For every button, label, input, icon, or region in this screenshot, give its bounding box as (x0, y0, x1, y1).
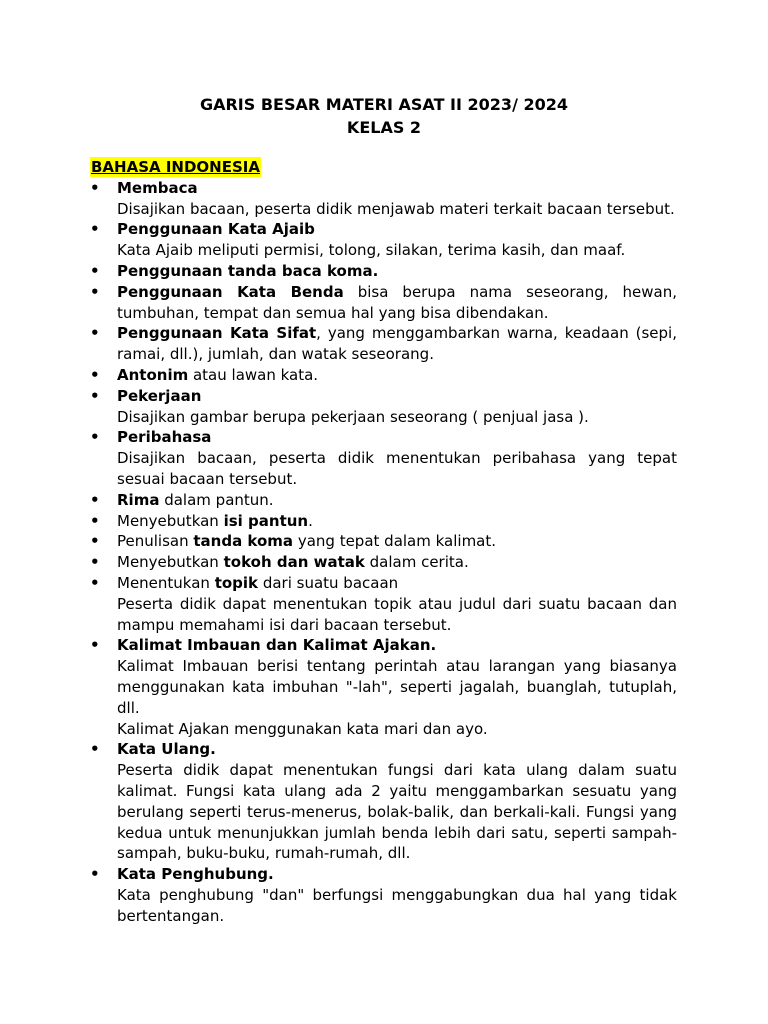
item-bold-term: Penggunaan Kata Sifat (117, 324, 317, 343)
item-bold-term: Penggunaan tanda baca koma. (117, 261, 379, 280)
bullet-icon: • (90, 386, 100, 405)
bullet-icon: • (90, 490, 100, 509)
item-heading (117, 220, 315, 238)
item-description: Kata penghubung "dan" berfungsi menggabungkan dua hal yang tidak bertentangan. (117, 885, 677, 925)
item-heading (117, 512, 313, 530)
list-item (90, 864, 677, 926)
item-bold-term: Kata Penghubung. (117, 865, 274, 884)
list-item (90, 282, 677, 324)
list-item (90, 511, 677, 532)
item-heading (117, 179, 198, 197)
item-text-after: dalam pantun. (159, 490, 274, 509)
list-item (90, 178, 677, 220)
item-bold-term: Penggunaan Kata Ajaib (117, 220, 315, 239)
item-heading (117, 740, 216, 758)
bullet-icon: • (90, 511, 100, 530)
item-text-before: Menyebutkan (117, 511, 224, 530)
item-bold-term: tokoh dan watak (223, 553, 365, 572)
item-heading (117, 636, 436, 654)
list-item (90, 427, 677, 489)
item-heading (117, 428, 211, 446)
bullet-icon: • (90, 532, 100, 551)
item-bold-term: Peribahasa (117, 428, 212, 447)
list-item (90, 261, 677, 282)
list-item (90, 635, 677, 739)
list-item (90, 323, 677, 365)
list-item (90, 552, 677, 573)
item-description: Kalimat Ajakan menggunakan kata mari dan ayo. (117, 719, 488, 738)
bullet-icon: • (90, 865, 100, 884)
item-description: Peserta didik dapat menentukan fungsi dari kata ulang dalam suatu kalimat. Fungsi kata ulang ada 2 yaitu menggambarkan sesuatu yang berulang seperti terus-menerus, bolak-balik, dan berkali-kali. Fungsi yang kedua untuk menunjukkan jumlah benda lebih dari satu, seperti sampah-sampah, buku-buku, rumah-rumah, dll. (117, 761, 677, 863)
item-bold-term: Rima (117, 490, 160, 509)
item-heading (117, 491, 274, 509)
section-bahasa-indonesia (90, 157, 677, 926)
topic-list (90, 178, 677, 927)
bullet-icon: • (90, 178, 100, 197)
list-item (90, 490, 677, 511)
item-description: Peserta didik dapat menentukan topik atau judul dari suatu bacaan dan mampu memahami isi dari bacaan tersebut. (117, 594, 677, 634)
item-text-before: Penulisan (117, 532, 194, 551)
item-bold-term: Penggunaan Kata Benda (117, 282, 344, 301)
list-item (90, 386, 677, 428)
bullet-icon: • (90, 573, 100, 592)
item-description: Disajikan bacaan, peserta didik menentukan peribahasa yang tepat sesuai bacaan tersebut. (117, 449, 677, 488)
item-heading (117, 553, 469, 571)
bullet-icon: • (90, 636, 100, 655)
title-line-1: GARIS BESAR MATERI ASAT II 2023/ 2024 (199, 95, 569, 114)
item-description: Disajikan gambar berupa pekerjaan seseorang ( penjual jasa ). (117, 407, 589, 426)
item-text-before: Menyebutkan (117, 553, 224, 572)
item-heading (117, 262, 378, 280)
bullet-icon: • (90, 282, 100, 301)
bullet-icon: • (90, 428, 100, 447)
section-heading: BAHASA INDONESIA (91, 158, 260, 176)
item-heading (117, 574, 398, 592)
bullet-icon: • (90, 324, 100, 343)
item-text-before: Menentukan (117, 573, 215, 592)
item-description: Disajikan bacaan, peserta didik menjawab materi terkait bacaan tersebut. (117, 199, 675, 218)
item-bold-term: Pekerjaan (117, 386, 202, 405)
item-text-after: , yang menggambarkan warna, keadaan (sepi, ramai, dll.), jumlah, dan watak seseorang. (117, 324, 677, 364)
item-heading (117, 532, 496, 550)
list-item (90, 531, 677, 552)
item-bold-term: isi pantun (223, 511, 309, 530)
item-description: Kata Ajaib meliputi permisi, tolong, silakan, terima kasih, dan maaf. (117, 241, 626, 260)
item-heading (117, 387, 201, 405)
item-bold-term: Antonim (117, 365, 189, 384)
bullet-icon: • (90, 365, 100, 384)
item-heading (117, 324, 677, 363)
list-item (90, 365, 677, 386)
title-line-2: KELAS 2 (346, 118, 422, 137)
bullet-icon: • (90, 740, 100, 759)
item-description: Kalimat Imbauan berisi tentang perintah atau larangan yang biasanya menggunakan kata imbuhan "-lah", seperti jagalah, buanglah, tutuplah, dll. (117, 657, 677, 717)
item-text-after: dalam cerita. (364, 553, 469, 572)
bullet-icon: • (90, 220, 100, 239)
item-bold-term: tanda koma (193, 532, 294, 551)
list-item (90, 219, 677, 261)
document-title (0, 93, 768, 139)
item-bold-term: Kata Ulang. (117, 740, 216, 759)
item-text-after: bisa berupa nama seseorang, hewan, tumbuhan, tempat dan semua hal yang bisa dibendakan. (117, 282, 677, 322)
item-heading (117, 366, 318, 384)
item-bold-term: topik (214, 573, 259, 592)
item-bold-term: Membaca (117, 178, 198, 197)
bullet-icon: • (90, 261, 100, 280)
item-text-after: dari suatu bacaan (258, 573, 399, 592)
item-heading (117, 865, 274, 883)
list-item (90, 739, 677, 864)
item-bold-term: Kalimat Imbauan dan Kalimat Ajakan. (117, 636, 437, 655)
bullet-icon: • (90, 553, 100, 572)
list-item (90, 573, 677, 635)
item-text-after: . (308, 511, 313, 530)
item-heading (117, 283, 677, 322)
item-text-after: atau lawan kata. (188, 365, 319, 384)
item-text-after: yang tepat dalam kalimat. (293, 532, 497, 551)
